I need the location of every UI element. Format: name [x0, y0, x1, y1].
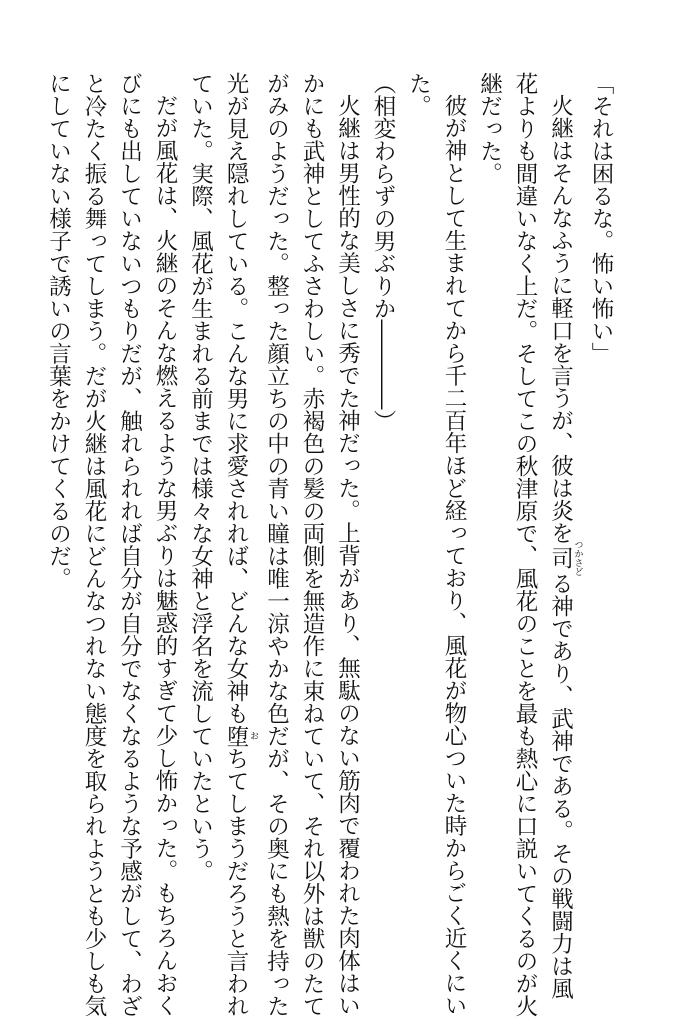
text-line [436, 72, 472, 1017]
text-line [111, 72, 147, 1017]
text-line [507, 72, 543, 1017]
text-line [294, 72, 330, 1017]
line-text-after-ruby: ちてしまうだろうと言われ [223, 747, 249, 1017]
line-text: 彼が神として生まれてから千二百年ほど経っており、風花が物心ついた時からごく近くにい [441, 94, 467, 1017]
ruby-base: 司 [547, 540, 574, 576]
line-text: 光が見え隠れしている。こんな男に求愛されれば、どんな女神も [223, 72, 249, 725]
line-text: かにも武神としてふさわしい。赤褐色の髪の両側を無造作に束ねていて、それ以外は獣のたて [299, 72, 325, 1017]
text-line [76, 72, 112, 1017]
line-text: がみのようだった。整った顔立ちの中の青い瞳は唯一涼やかな色だが、その奥にも熱を持った [263, 72, 290, 1017]
vertical-text-block [40, 72, 618, 1017]
line-text: （相変わらずの男ぶりか――――） [370, 72, 396, 432]
text-line [40, 72, 76, 972]
text-line [182, 72, 218, 972]
text-line [365, 72, 401, 972]
ruby-annotation [223, 724, 258, 748]
line-text: びにも出していないつもりだが、触れられれば自分が自分でなくなるような予感がして、わざ [116, 72, 143, 1017]
ruby-reading: つかさど [572, 540, 583, 576]
text-line [400, 72, 436, 972]
text-line [218, 72, 259, 1017]
line-text: た。 [405, 72, 432, 117]
line-text: 火継はそんなふうに軽口を言うが、彼は炎を [547, 94, 574, 544]
ruby-base: 堕 [223, 724, 249, 747]
line-text: にしていない様子で誘いの言葉をかけてくるのだ。 [45, 72, 72, 590]
line-text-after-ruby: る神であり、武神である。その戦闘力は風 [547, 572, 574, 1000]
text-line [258, 72, 294, 1017]
line-text: 「それは困るな。怖い怖い」 [588, 72, 614, 365]
line-text: だが風花は、火継のそんな燃えるような男ぶりは魅惑的すぎて少し怖かった。もちろんおく [152, 94, 178, 1017]
line-text: ていた。実際、風花が生まれる前までは様々な女神と浮名を流していたという。 [187, 72, 214, 882]
ruby-annotation [547, 540, 583, 576]
text-line [542, 72, 583, 1000]
line-text: と冷たく振る舞ってしまう。だが火継は風花にどんなつれない態度を取られようとも少しも気 [81, 72, 107, 1017]
text-line [147, 72, 183, 1017]
line-text: 継だった。 [476, 72, 503, 185]
line-text: 火継は男性的な美しさに秀でた神だった。上背があり、無駄のない筋肉で覆われた肉体はい [334, 94, 361, 1017]
line-text: 花よりも間違いなく上だ。そしてこの秋津原で、風花のことを最も熱心に口説いてくるのが火 [512, 72, 538, 1017]
text-line [471, 72, 507, 972]
text-line [329, 72, 365, 1017]
ruby-reading: お [248, 724, 258, 747]
text-line [583, 72, 619, 972]
